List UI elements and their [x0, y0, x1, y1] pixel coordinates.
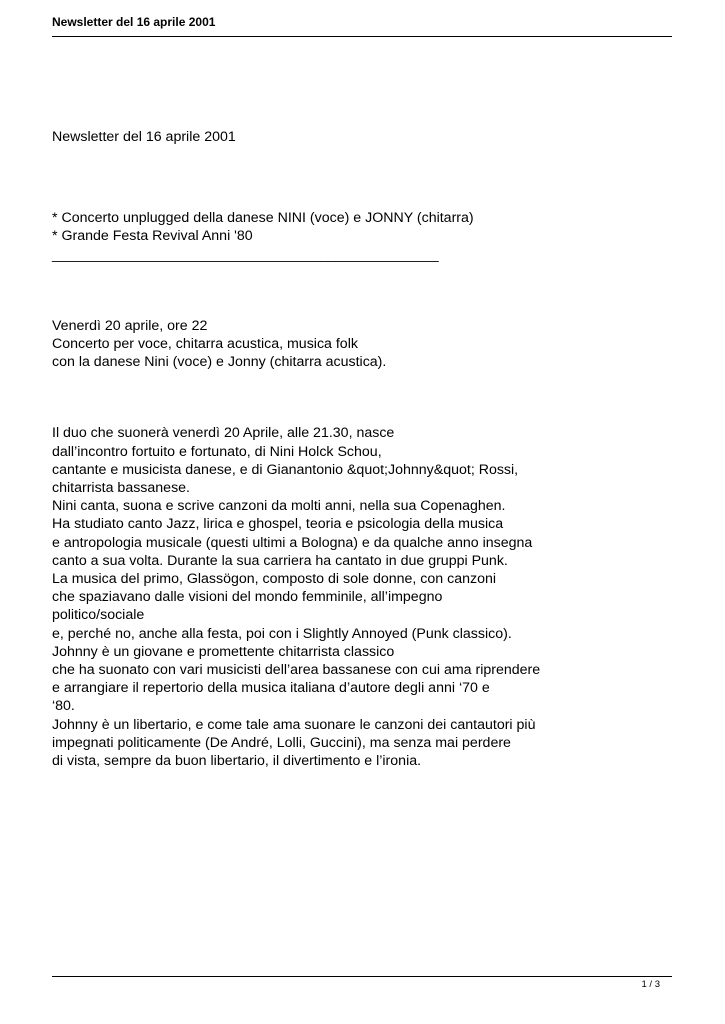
running-title: Newsletter del 16 aprile 2001: [52, 15, 216, 29]
topics-list: [52, 209, 672, 245]
page-footer: [52, 976, 672, 990]
event-announcement: [52, 317, 672, 372]
article-line: politico/sociale: [52, 607, 145, 624]
page-number: 1 / 3: [641, 979, 660, 990]
article-line: e, perché no, anche alla festa, poi con i Slightly Annoyed (Punk classico).: [52, 625, 512, 642]
article-line: La musica del primo, Glassögon, composto di sole donne, con canzoni: [52, 571, 497, 588]
event-line: Concerto per voce, chitarra acustica, musica folk: [52, 336, 358, 353]
article-line: Ha studiato canto Jazz, lirica e ghospel, teoria e psicologia della musica: [52, 516, 504, 533]
document-body: [52, 128, 672, 770]
article-line: Il duo che suonerà venerdì 20 Aprile, alle 21.30, nasce: [52, 425, 395, 442]
article-line: Nini canta, suona e scrive canzoni da molti anni, nella sua Copenaghen.: [52, 498, 506, 515]
article-line: Johnny è un libertario, e come tale ama suonare le canzoni dei cantautori più: [52, 716, 536, 733]
article-line: e arrangiare il repertorio della musica italiana d’autore degli anni ‘70 e: [52, 680, 490, 697]
article-paragraph: [52, 424, 672, 770]
article-line: cantante e musicista danese, e di Gianantonio &quot;Johnny&quot; Rossi,: [52, 461, 519, 478]
article-line: Johnny è un giovane e promettente chitarrista classico: [52, 643, 395, 660]
event-line: con la danese Nini (voce) e Jonny (chitarra acustica).: [52, 354, 387, 371]
article-line: canto a sua volta. Durante la sua carriera ha cantato in due gruppi Punk.: [52, 552, 508, 569]
page-header: [52, 14, 672, 37]
article-line: che ha suonato con vari musicisti dell’area bassanese con cui ama riprendere: [52, 662, 541, 679]
article-line: di vista, sempre da buon libertario, il divertimento e l’ironia.: [52, 753, 422, 770]
event-line: Venerdì 20 aprile, ore 22: [52, 317, 208, 334]
article-line: ‘80.: [52, 698, 75, 715]
article-line: dall’incontro fortuito e fortunato, di Nini Holck Schou,: [52, 443, 382, 460]
article-line: chitarrista bassanese.: [52, 480, 191, 497]
article-line: e antropologia musicale (questi ultimi a Bologna) e da qualche anno insegna: [52, 534, 533, 551]
separator-line: _________________________________________________: [52, 246, 439, 263]
newsletter-title: Newsletter del 16 aprile 2001: [52, 129, 236, 145]
article-line: impegnati politicamente (De André, Lolli, Guccini), ma senza mai perdere: [52, 734, 511, 751]
topic-item: * Grande Festa Revival Anni '80: [52, 228, 253, 245]
article-line: che spaziavano dalle visioni del mondo femminile, all’impegno: [52, 589, 443, 606]
topic-item: * Concerto unplugged della danese NINI (voce) e JONNY (chitarra): [52, 210, 474, 227]
